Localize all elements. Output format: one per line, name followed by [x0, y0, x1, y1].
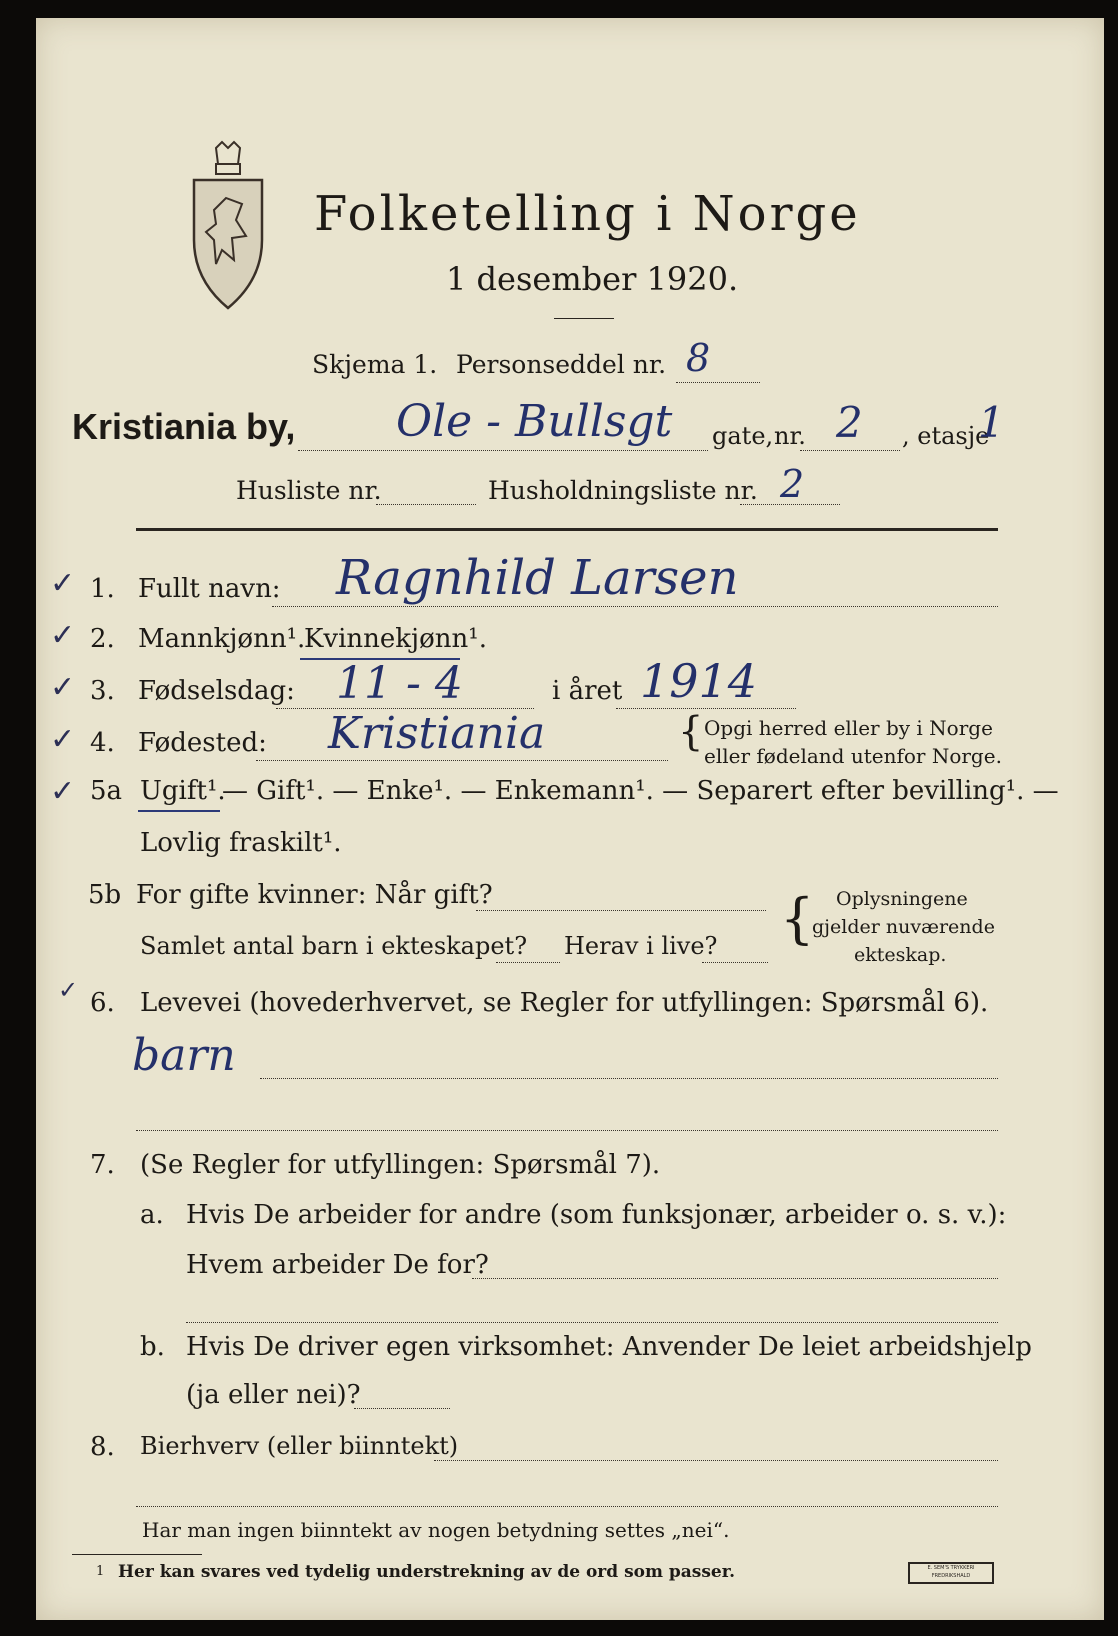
street-line: [298, 450, 708, 451]
q4-value: Kristiania: [328, 708, 546, 759]
q2-option-female: Kvinnekjønn¹.: [304, 624, 487, 654]
q1-label: Fullt navn:: [138, 574, 281, 604]
q3-year-label: i året: [552, 676, 623, 706]
q5b-children-label: Samlet antal barn i ekteskapet?: [140, 932, 528, 960]
q4-label: Fødested:: [138, 728, 267, 758]
personseddel-label: Personseddel nr.: [456, 350, 667, 379]
q5b-note-1: Oplysningene: [836, 888, 968, 910]
personseddel-line: [676, 382, 760, 383]
footnote-number: 1: [96, 1564, 105, 1579]
q7b-question: (ja eller nei)?: [186, 1380, 361, 1410]
q7a-line-1: [472, 1278, 998, 1279]
q7a-line-2: [186, 1322, 998, 1323]
q5b-note-2: gjelder nuværende: [812, 916, 995, 938]
q5b-number: 5b: [88, 880, 122, 910]
q5b-brace: {: [780, 887, 815, 950]
q5b-line-1: [476, 910, 766, 911]
husliste-line: [376, 504, 476, 505]
footnote-text: Her kan svares ved tydelig understrekning av de ord som passer.: [118, 1562, 736, 1582]
q1-line: [272, 606, 998, 607]
q4-line: [256, 760, 668, 761]
q5a-line-2: Lovlig fraskilt¹.: [140, 828, 342, 858]
q3-value: 11 - 4: [336, 658, 463, 709]
street-value: Ole - Bullsgt: [396, 396, 673, 447]
q4-brace: {: [678, 709, 704, 755]
q6-value: barn: [132, 1030, 236, 1081]
q6-line-1: [260, 1078, 998, 1079]
q6-line-2: [136, 1130, 998, 1131]
q5a-number: 5a: [90, 776, 123, 806]
personseddel-value: 8: [686, 336, 711, 380]
q4-number: 4.: [90, 728, 115, 758]
q7a-question: Hvem arbeider De for?: [186, 1250, 489, 1280]
husholdning-label: Husholdningsliste nr.: [488, 476, 758, 505]
footnote-rule: [72, 1554, 202, 1555]
q4-note-1: Opgi herred eller by i Norge: [704, 716, 993, 740]
q8-line-1: [434, 1460, 998, 1461]
title-divider: [554, 318, 614, 319]
q7b-text: Hvis De driver egen virksomhet: Anvender De leiet arbeidshjelp: [186, 1332, 1032, 1362]
q7b-letter: b.: [140, 1332, 165, 1362]
q3-year-value: 1914: [640, 654, 758, 708]
q5b-label: For gifte kvinner: Når gift?: [136, 880, 493, 910]
q6-number: 6.: [90, 988, 115, 1018]
q8-line-2: [136, 1506, 998, 1507]
header-rule: [136, 528, 998, 531]
gate-label: gate,: [712, 422, 774, 450]
q5b-alive-label: Herav i live?: [564, 932, 718, 960]
q7a-text: Hvis De arbeider for andre (som funksjonær, arbeider o. s. v.):: [186, 1200, 1007, 1230]
q2-number: 2.: [90, 624, 115, 654]
q5b-note-3: ekteskap.: [854, 944, 947, 966]
q6-label: Levevei (hovederhvervet, se Regler for utfyllingen: Spørsmål 6).: [140, 988, 989, 1018]
q1-value: Ragnhild Larsen: [336, 550, 739, 606]
census-date: 1 desember 1920.: [446, 260, 739, 298]
checkmark-icon: ✓: [50, 774, 76, 809]
census-form: [36, 18, 1104, 1620]
q5b-line-2: [496, 962, 560, 963]
etasje-label: , etasje: [902, 422, 990, 450]
nr-label: nr.: [774, 422, 806, 450]
q7a-letter: a.: [140, 1200, 164, 1230]
checkmark-icon: ✓: [50, 566, 76, 601]
husholdning-value: 2: [780, 462, 805, 506]
q1-number: 1.: [90, 574, 115, 604]
q8-label: Bierhverv (eller biinntekt): [140, 1432, 459, 1460]
schema-label: Skjema 1.: [312, 350, 438, 379]
q7-number: 7.: [90, 1150, 115, 1180]
checkmark-icon: ✓: [50, 618, 76, 653]
q5b-line-3: [702, 962, 768, 963]
checkmark-icon: ✓: [50, 670, 76, 705]
q4-note-2: eller fødeland utenfor Norge.: [704, 744, 1002, 768]
q3-number: 3.: [90, 676, 115, 706]
q5a-underline: [138, 810, 220, 812]
q7-label: (Se Regler for utfyllingen: Spørsmål 7).: [140, 1150, 661, 1180]
husliste-label: Husliste nr.: [236, 476, 382, 505]
q5a-option-ugift: Ugift¹.: [140, 776, 226, 806]
etasje-value: 1: [978, 398, 1005, 447]
q3-label: Fødselsdag:: [138, 676, 295, 706]
printer-stamp: E. SEM'S TRYKKERI FREDRIKSHALD: [908, 1562, 994, 1584]
checkmark-icon: ✓: [50, 722, 76, 757]
form-title: Folketelling i Norge: [314, 186, 861, 242]
q3-year-line: [616, 708, 796, 709]
nr-line: [800, 450, 900, 451]
q2-option-male: Mannkjønn¹.: [138, 624, 306, 654]
q7b-line: [354, 1408, 450, 1409]
q5a-options-rest: — Gift¹. — Enke¹. — Enkemann¹. — Separert efter bevilling¹. —: [222, 776, 1059, 806]
checkmark-icon: ✓: [58, 976, 79, 1004]
city-label: Kristiania by,: [72, 406, 296, 447]
q8-number: 8.: [90, 1432, 115, 1462]
coat-of-arms-icon: [186, 140, 270, 310]
nr-value: 2: [836, 398, 863, 447]
footer-note: Har man ingen biinntekt av nogen betydning settes „nei“.: [142, 1518, 730, 1542]
